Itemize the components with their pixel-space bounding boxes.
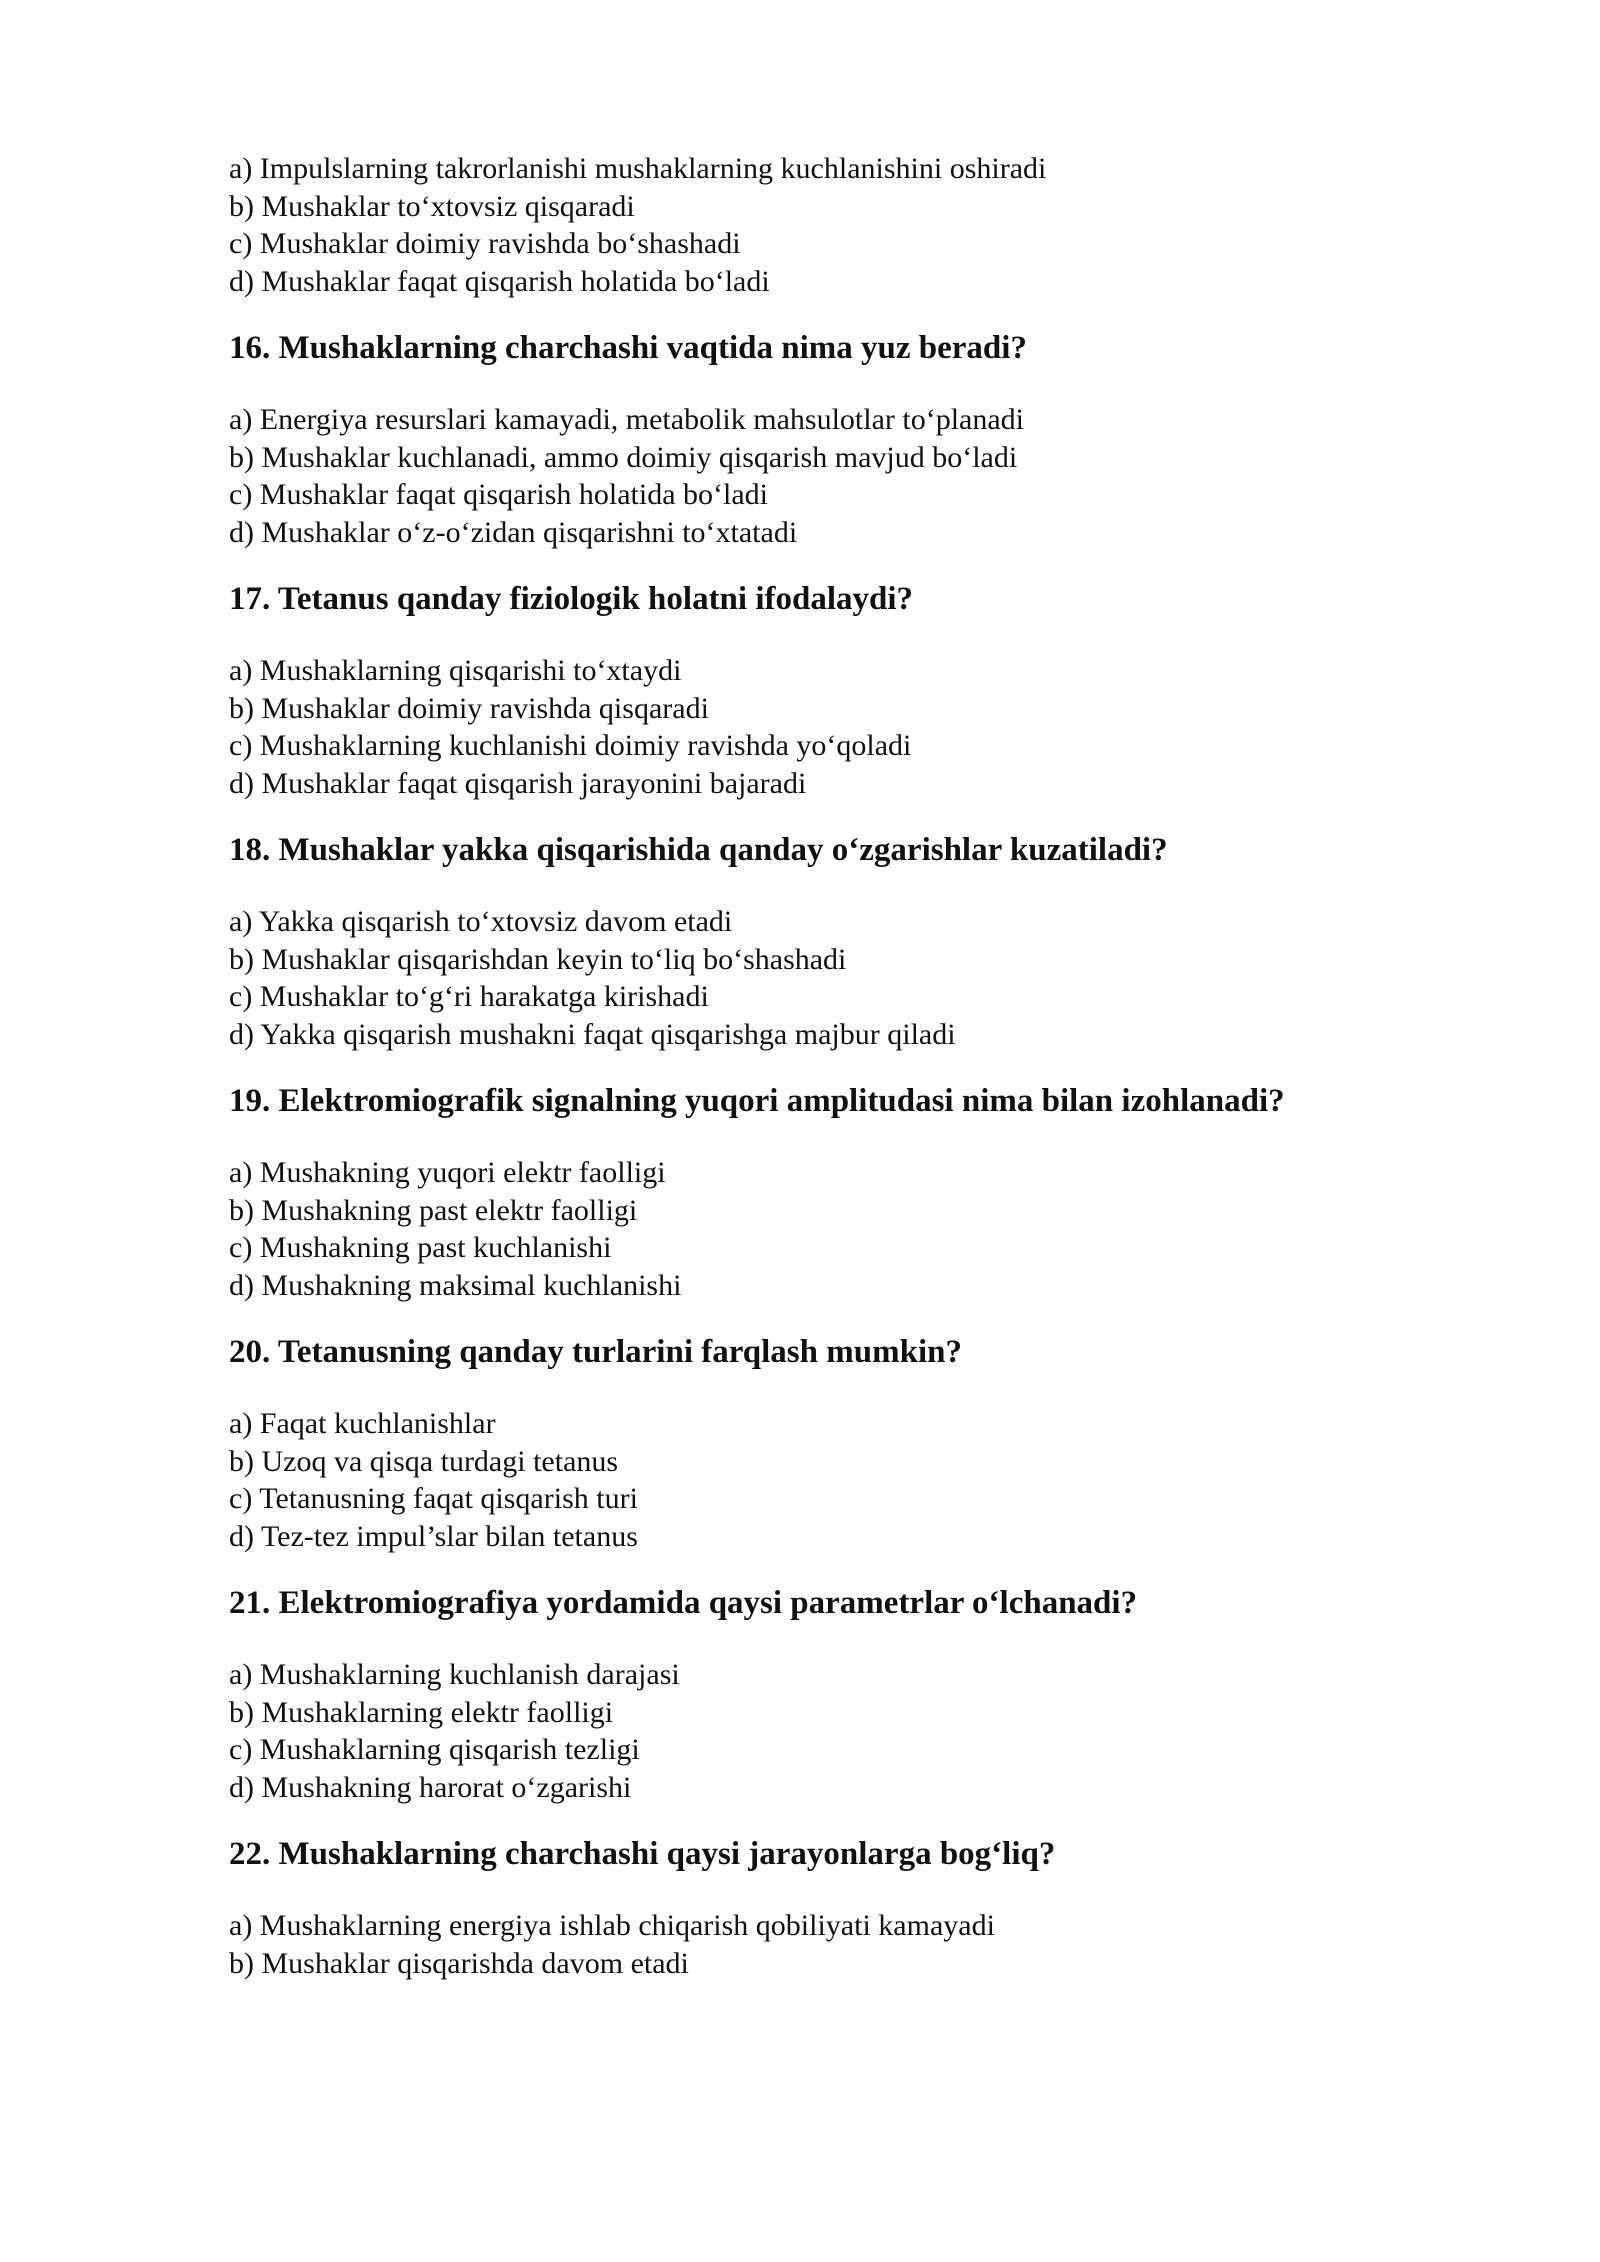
option-a: a) Mushakning yuqori elektr faolligi xyxy=(229,1156,666,1189)
option-b: b) Uzoq va qisqa turdagi tetanus xyxy=(229,1444,619,1478)
question-title: 16. Mushaklarning charchashi vaqtida nima yuz beradi? xyxy=(229,330,1027,366)
option-d: d) Mushaklar faqat qisqarish holatida bo‘ladi xyxy=(229,264,770,298)
document-page xyxy=(229,150,1489,1982)
question-title: 17. Tetanus qanday fiziologik holatni ifodalaydi? xyxy=(229,581,914,617)
option-c: c) Mushaklarning kuchlanishi doimiy ravishda yo‘qoladi xyxy=(229,729,912,762)
answer-options xyxy=(229,1656,1489,1806)
question-title: 19. Elektromiografik signalning yuqori amplitudasi nima bilan izohlanadi? xyxy=(229,1083,1285,1119)
question-title: 21. Elektromiografiya yordamida qaysi parametrlar o‘lchanadi? xyxy=(229,1585,1138,1621)
question-19 xyxy=(229,1081,1489,1304)
question-22 xyxy=(229,1834,1489,1982)
option-b: b) Mushaklar to‘xtovsiz qisqaradi xyxy=(229,189,635,223)
question-16 xyxy=(229,328,1489,551)
question-title: 22. Mushaklarning charchashi qaysi jarayonlarga bog‘liq? xyxy=(229,1836,1056,1872)
option-c: c) Tetanusning faqat qisqarish turi xyxy=(229,1482,638,1515)
option-d: d) Mushaklar o‘z-o‘zidan qisqarishni to‘xtatadi xyxy=(229,515,798,549)
option-c: c) Mushaklar doimiy ravishda bo‘shashadi xyxy=(229,227,741,260)
option-a: a) Energiya resurslari kamayadi, metabolik mahsulotlar to‘planadi xyxy=(229,403,1025,436)
option-b: b) Mushakning past elektr faolligi xyxy=(229,1193,638,1227)
option-d: d) Tez-tez impul’slar bilan tetanus xyxy=(229,1519,638,1553)
answer-options xyxy=(229,903,1489,1053)
option-b: b) Mushaklar doimiy ravishda qisqaradi xyxy=(229,691,709,725)
option-c: c) Mushaklarning qisqarish tezligi xyxy=(229,1733,640,1766)
question-18 xyxy=(229,830,1489,1053)
option-b: b) Mushaklar qisqarishdan keyin to‘liq bo‘shashadi xyxy=(229,942,847,976)
option-c: c) Mushaklar to‘g‘ri harakatga kirishadi xyxy=(229,980,709,1013)
option-a: a) Impulslarning takrorlanishi mushaklarning kuchlanishini oshiradi xyxy=(229,152,1047,185)
answer-options xyxy=(229,1405,1489,1555)
answer-options xyxy=(229,652,1489,802)
option-d: d) Mushakning harorat o‘zgarishi xyxy=(229,1770,632,1804)
option-a: a) Mushaklarning qisqarishi to‘xtaydi xyxy=(229,654,682,687)
option-d: d) Mushaklar faqat qisqarish jarayonini bajaradi xyxy=(229,766,807,800)
option-a: a) Faqat kuchlanishlar xyxy=(229,1407,496,1440)
option-d: d) Mushakning maksimal kuchlanishi xyxy=(229,1268,682,1302)
option-b: b) Mushaklar qisqarishda davom etadi xyxy=(229,1946,689,1980)
answer-options xyxy=(229,1154,1489,1304)
option-c: c) Mushakning past kuchlanishi xyxy=(229,1231,612,1264)
question-17 xyxy=(229,579,1489,802)
option-d: d) Yakka qisqarish mushakni faqat qisqarishga majbur qiladi xyxy=(229,1017,956,1051)
answer-options xyxy=(229,1907,1489,1982)
option-a: a) Yakka qisqarish to‘xtovsiz davom etadi xyxy=(229,905,733,938)
option-b: b) Mushaklar kuchlanadi, ammo doimiy qisqarish mavjud bo‘ladi xyxy=(229,440,1018,474)
option-a: a) Mushaklarning kuchlanish darajasi xyxy=(229,1658,680,1691)
option-c: c) Mushaklar faqat qisqarish holatida bo‘ladi xyxy=(229,478,769,511)
option-b: b) Mushaklarning elektr faolligi xyxy=(229,1695,614,1729)
intro-options xyxy=(229,150,1489,300)
question-20 xyxy=(229,1332,1489,1555)
question-title: 18. Mushaklar yakka qisqarishida qanday o‘zgarishlar kuzatiladi? xyxy=(229,832,1168,868)
question-21 xyxy=(229,1583,1489,1806)
option-a: a) Mushaklarning energiya ishlab chiqarish qobiliyati kamayadi xyxy=(229,1909,995,1942)
answer-options xyxy=(229,401,1489,551)
question-title: 20. Tetanusning qanday turlarini farqlash mumkin? xyxy=(229,1334,962,1370)
